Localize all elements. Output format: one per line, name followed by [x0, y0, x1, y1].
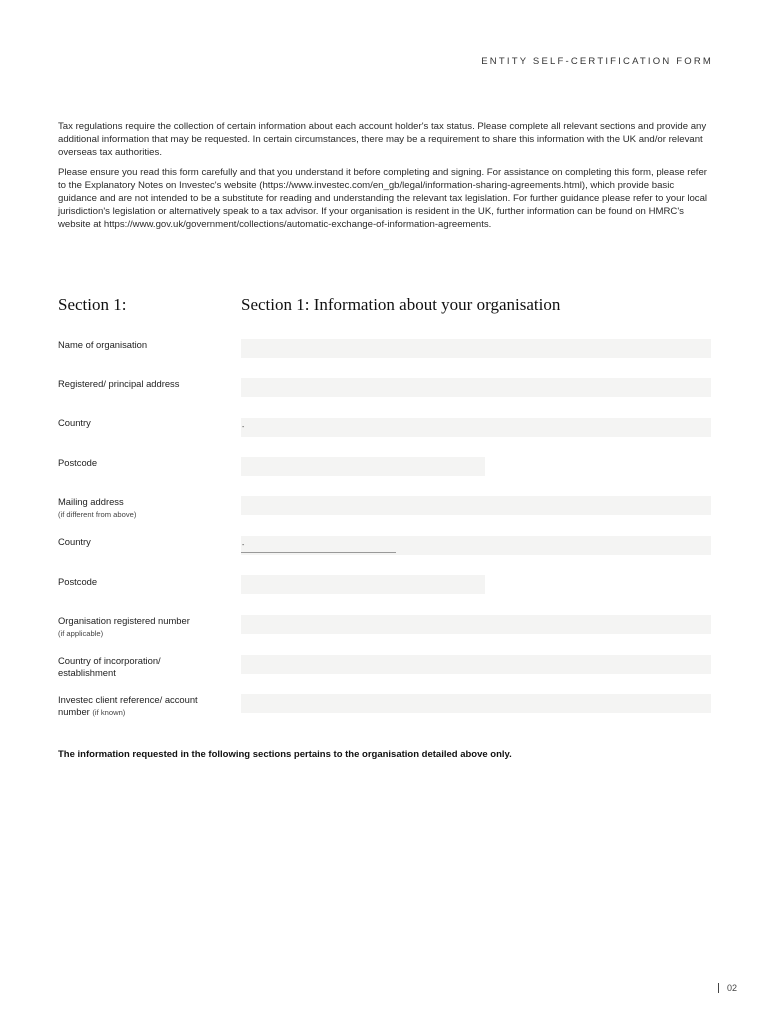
form-title: ENTITY SELF-CERTIFICATION FORM [481, 56, 713, 67]
mailing-address-input[interactable] [241, 496, 711, 515]
label-name-of-organisation: Name of organisation [58, 339, 148, 350]
label-postcode: Postcode [58, 457, 98, 468]
page-number-text: 02 [726, 983, 737, 993]
intro-paragraph-1: Tax regulations require the collection of certain information about each account holder's tax status. Please complete all relevant sections and provide any additional information that may be requested. In certain circumstances, there may be a requirement to share this information with the UK and/or relevant overseas tax authorities. [58, 121, 707, 159]
intro-paragraph-2: Please ensure you read this form carefully and that you understand it before completing and signing. For assistance on completing this form, please refer to the Explanatory Notes on Investec's website (https://www.investec.com/en_gb/legal/information-sharing-agreements.html), which provide basic guidance and are not intended to be a substitute for reading and understanding the relevant tax legislation. For further guidance please refer to your local jurisdiction's legislation or alternatively speak to a tax advisor. If your organisation is resident in the UK, further information can be found on HMRC's website at https://www.gov.uk/government/collections/automatic-exchange-of-information-agreements. [58, 166, 708, 231]
postcode-input[interactable] [241, 457, 485, 476]
label-mailing-postcode: Postcode [58, 576, 98, 587]
registered-address-input[interactable] [241, 378, 711, 397]
page-number [718, 983, 737, 993]
label-client-reference: Investec client reference/ account number (if known) [58, 694, 198, 717]
section-title: Section 1: Information about your organisation [241, 295, 561, 314]
mailing-country-dropdown-marker: - [242, 542, 245, 549]
label-registered-number: Organisation registered number (if applicable) [58, 615, 190, 638]
intro-text [58, 120, 714, 238]
mailing-postcode-input[interactable] [241, 575, 485, 594]
organisation-note: The information requested in the following sections pertains to the organisation detailed above only. [58, 749, 512, 760]
country-dropdown-marker: - [242, 424, 245, 431]
section-number: Section 1: [58, 295, 127, 314]
page-divider [718, 983, 719, 993]
label-country-of-incorporation: Country of incorporation/ establishment [58, 655, 161, 678]
label-country: Country [58, 417, 91, 428]
name-of-organisation-input[interactable] [241, 339, 711, 358]
label-registered-address: Registered/ principal address [58, 378, 180, 389]
label-mailing-country: Country [58, 536, 91, 547]
registered-number-input[interactable] [241, 615, 711, 634]
country-select[interactable] [241, 418, 711, 437]
client-reference-input[interactable] [241, 694, 711, 713]
label-mailing-address: Mailing address (if different from above) [58, 496, 137, 519]
country-of-incorporation-input[interactable] [241, 655, 711, 674]
mailing-country-underline [241, 552, 396, 553]
